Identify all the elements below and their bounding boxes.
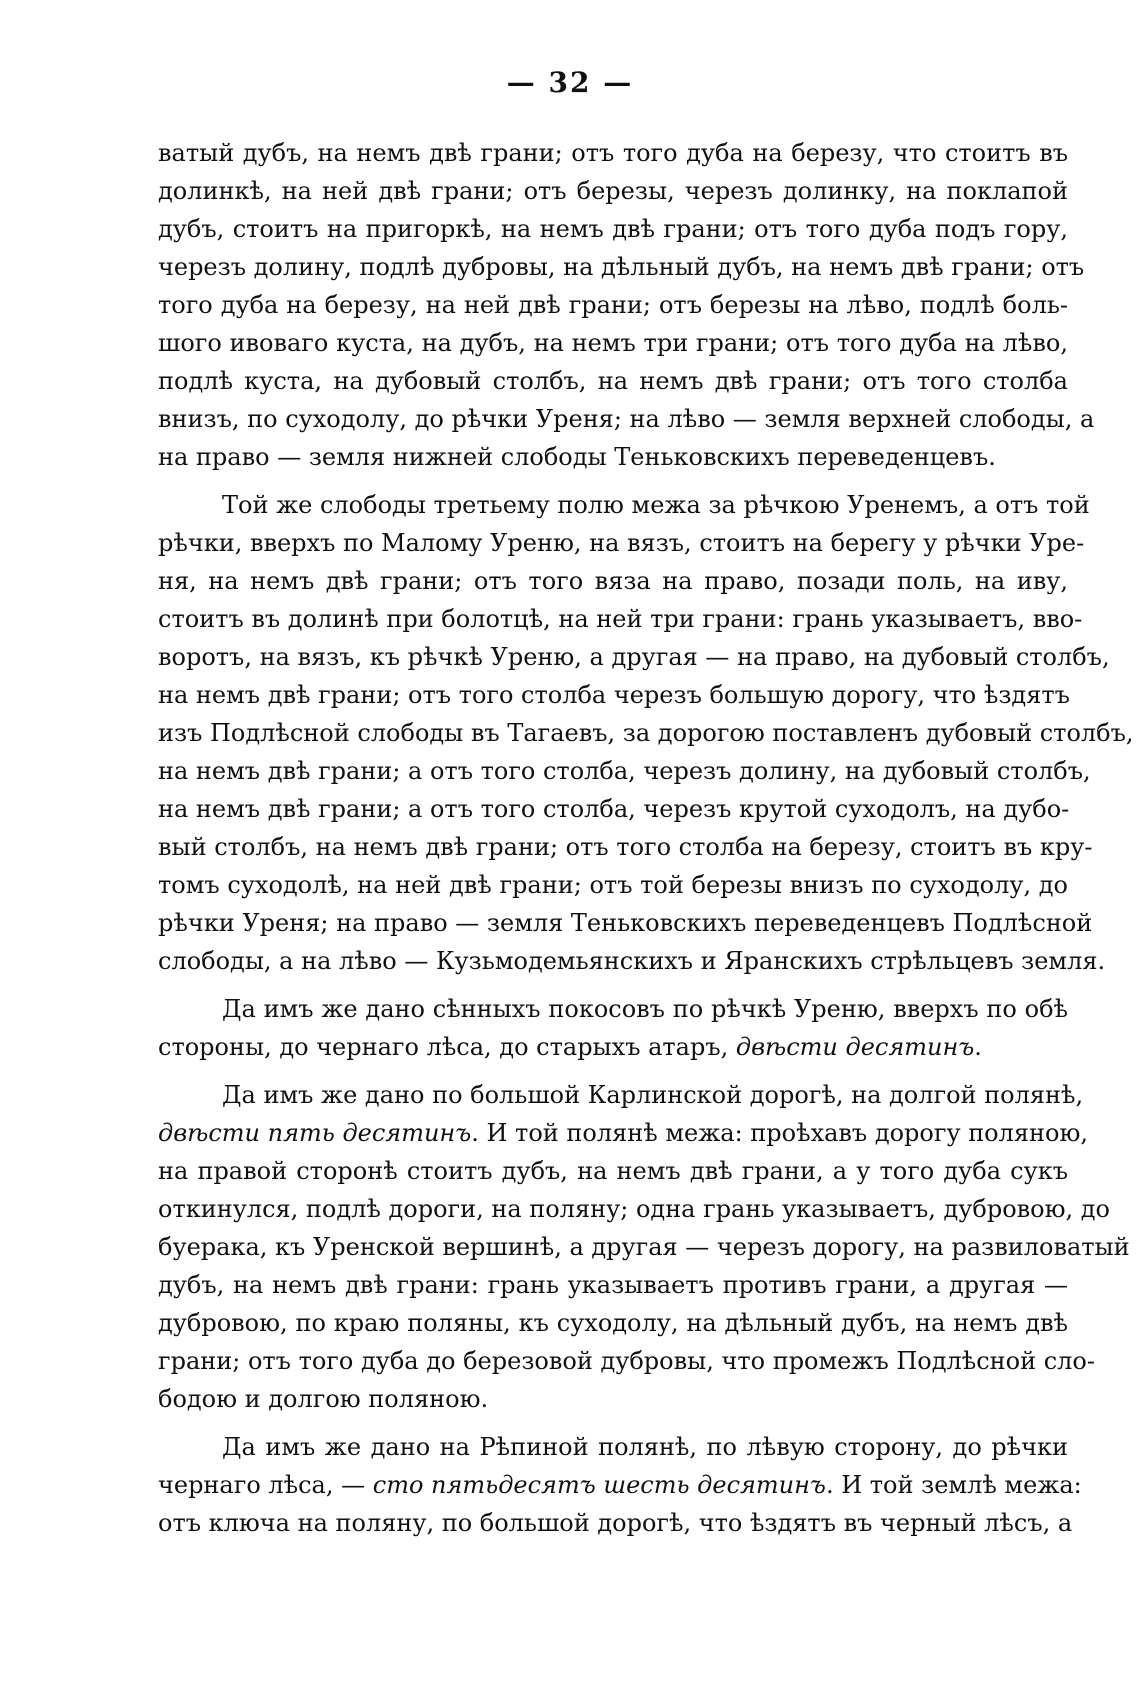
text-line: [158, 134, 1068, 172]
text-segment: долинкѣ, на ней двѣ грани; отъ березы, черезъ долинку, на поклапой: [158, 177, 1068, 205]
text-segment: чернаго лѣса, —: [158, 1471, 373, 1499]
text-line: [158, 486, 1090, 524]
text-line: [158, 790, 1068, 828]
paragraph-gap: [158, 1418, 1068, 1428]
text-segment: . И той полянѣ межа: проѣхавъ дорогу поляною,: [471, 1119, 1088, 1147]
text-line: [158, 942, 1106, 980]
text-segment: отъ ключа на поляну, по большой дорогѣ, что ѣздятъ въ черный лѣсъ, а: [158, 1509, 1073, 1537]
text-line: [158, 866, 1068, 904]
text-segment: слободы, а на лѣво — Кузьмодемьянскихъ и Яранскихъ стрѣльцевъ земля.: [158, 947, 1106, 975]
text-segment: на право — земля нижней слободы Теньковскихъ переведенцевъ.: [158, 443, 996, 471]
text-line: [158, 1190, 1111, 1228]
text-line: [158, 990, 1068, 1028]
text-line: [158, 1152, 1068, 1190]
text-segment: черезъ долину, подлѣ дубровы, на дѣльный дубъ, на немъ двѣ грани; отъ: [158, 253, 1085, 281]
text-segment: .: [974, 1033, 982, 1061]
text-segment: рѣчки Уреня; на право — земля Теньковскихъ переведенцевъ Подлѣсной: [158, 909, 1093, 937]
text-line: [158, 562, 1068, 600]
text-segment: шого ивоваго куста, на дубъ, на немъ три грани; отъ того дуба на лѣво,: [158, 329, 1068, 357]
text-segment: на правой сторонѣ стоитъ дубъ, на немъ двѣ грани, а у того дуба сукъ: [158, 1157, 1068, 1185]
paragraph: [158, 1428, 1082, 1542]
text-line: [158, 1114, 1088, 1152]
text-line: [158, 1380, 1068, 1418]
text-line: [158, 362, 1068, 400]
paragraph-gap: [158, 476, 1068, 486]
text-line: [158, 1304, 1068, 1342]
italic-text: сто пятьдесятъ шесть десятинъ: [372, 1471, 826, 1499]
text-segment: на немъ двѣ грани; а отъ того столба, черезъ долину, на дубовый столбъ,: [158, 757, 1091, 785]
text-segment: стороны, до чернаго лѣса, до старыхъ атаръ,: [158, 1033, 736, 1061]
text-line: [158, 286, 1068, 324]
text-line: [158, 1342, 1095, 1380]
page-number: — 32 —: [506, 66, 634, 99]
text-segment: ня, на немъ двѣ грани; отъ того вяза на право, позади поль, на иву,: [158, 567, 1068, 595]
text-line: [158, 1266, 1068, 1304]
text-segment: стоитъ въ долинѣ при болотцѣ, на ней три грани: грань указываетъ, вво-: [158, 605, 1083, 633]
text-line: [158, 638, 1110, 676]
text-line: [158, 438, 1068, 476]
text-segment: вый столбъ, на немъ двѣ грани; отъ того столба на березу, стоитъ въ кру-: [158, 833, 1093, 861]
text-line: [158, 904, 1093, 942]
text-line: [158, 828, 1093, 866]
paragraph: [158, 990, 1068, 1066]
text-line: [158, 1076, 1084, 1114]
text-segment: изъ Подлѣсной слободы въ Тагаевъ, за дорогою поставленъ дубовый столбъ,: [158, 719, 1134, 747]
paragraph: [158, 486, 1134, 980]
paragraph: [158, 134, 1095, 476]
text-line: [158, 1028, 1068, 1066]
text-segment: воротъ, на вязъ, къ рѣчкѣ Уреню, а другая — на право, на дубовый столбъ,: [158, 643, 1110, 671]
text-segment: того дуба на березу, на ней двѣ грани; отъ березы на лѣво, подлѣ боль-: [158, 291, 1068, 319]
text-line: [158, 172, 1068, 210]
text-line: [158, 714, 1134, 752]
italic-text: двѣсти десятинъ: [735, 1033, 975, 1061]
paragraph-gap: [158, 1066, 1068, 1076]
text-segment: Да имъ же дано на Рѣпиной полянѣ, по лѣвую сторону, до рѣчки: [222, 1433, 1068, 1461]
text-line: [158, 1504, 1073, 1542]
text-line: [158, 1466, 1082, 1504]
text-segment: на немъ двѣ грани; а отъ того столба, черезъ крутой суходолъ, на дубо-: [158, 795, 1070, 823]
text-segment: дубъ, стоитъ на пригоркѣ, на немъ двѣ грани; отъ того дуба подъ гору,: [158, 215, 1068, 243]
text-segment: бодою и долгою поляною.: [158, 1385, 489, 1413]
text-line: [158, 752, 1091, 790]
text-line: [158, 400, 1095, 438]
text-segment: . И той землѣ межа:: [825, 1471, 1082, 1499]
text-segment: грани; отъ того дуба до березовой дубровы, что промежъ Подлѣсной сло-: [158, 1347, 1095, 1375]
text-segment: рѣчки, вверхъ по Малому Уреню, на вязъ, стоитъ на берегу у рѣчки Уре-: [158, 529, 1085, 557]
text-segment: внизъ, по суходолу, до рѣчки Уреня; на лѣво — земля верхней слободы, а: [158, 405, 1095, 433]
text-segment: ватый дубъ, на немъ двѣ грани; отъ того дуба на березу, что стоитъ въ: [158, 139, 1068, 167]
body-text: [158, 134, 1134, 1542]
text-segment: откинулся, подлѣ дороги, на поляну; одна грань указываетъ, дубровою, до: [158, 1195, 1111, 1223]
text-segment: дубъ, на немъ двѣ грани: грань указываетъ противъ грани, а другая —: [158, 1271, 1068, 1299]
text-line: [158, 600, 1083, 638]
text-segment: Да имъ же дано по большой Карлинской дорогѣ, на долгой полянѣ,: [222, 1081, 1084, 1109]
text-segment: подлѣ куста, на дубовый столбъ, на немъ двѣ грани; отъ того столба: [158, 367, 1068, 395]
text-segment: Да имъ же дано сѣнныхъ покосовъ по рѣчкѣ Уреню, вверхъ по обѣ: [222, 995, 1068, 1023]
text-line: [158, 1228, 1130, 1266]
text-segment: Той же слободы третьему полю межа за рѣчкою Уренемъ, а отъ той: [222, 491, 1090, 519]
text-segment: буерака, къ Уренской вершинѣ, а другая — черезъ дорогу, на развиловатый: [158, 1233, 1130, 1261]
text-line: [158, 676, 1068, 714]
text-line: [158, 210, 1068, 248]
text-line: [158, 1428, 1068, 1466]
text-line: [158, 324, 1068, 362]
paragraph: [158, 1076, 1130, 1418]
text-segment: дубровою, по краю поляны, къ суходолу, на дѣльный дубъ, на немъ двѣ: [158, 1309, 1068, 1337]
text-segment: на немъ двѣ грани; отъ того столба черезъ большую дорогу, что ѣздятъ: [158, 681, 1070, 709]
paragraph-gap: [158, 980, 1068, 990]
italic-text: двѣсти пять десятинъ: [158, 1119, 472, 1147]
text-segment: томъ суходолѣ, на ней двѣ грани; отъ той березы внизъ по суходолу, до: [158, 871, 1068, 899]
text-line: [158, 524, 1085, 562]
text-line: [158, 248, 1085, 286]
